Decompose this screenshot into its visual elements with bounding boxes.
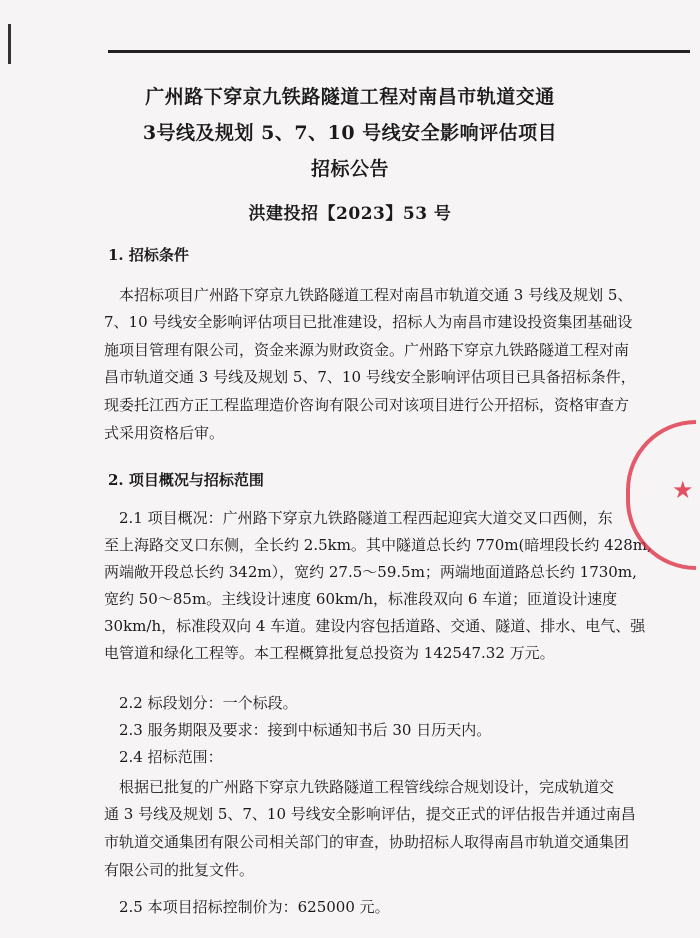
paragraph-line: 2.2 标段划分：一个标段。 [104, 694, 298, 712]
title-line-2: 3号线及规划 5、7、10 号线安全影响评估项目 [142, 122, 558, 144]
seal-star-icon: ★ [672, 476, 694, 504]
section1-heading: 1. 招标条件 [108, 246, 189, 264]
header-rule [108, 50, 690, 53]
title-line-1: 广州路下穿京九铁路隧道工程对南昌市轨道交通 [145, 86, 555, 108]
title-line-3: 招标公告 [310, 158, 389, 180]
paragraph-line: 根据已批复的广州路下穿京九铁路隧道工程管线综合规划设计，完成轨道交 [104, 778, 615, 796]
paragraph-line: 至上海路交叉口东侧，全长约 2.5km。其中隧道总长约 770m(暗埋段长约 428m, [104, 536, 652, 554]
paragraph-line: 2.4 招标范围： [104, 748, 223, 766]
doc-number: 洪建投招【2023】53 号 [248, 204, 452, 224]
paragraph-line: 市轨道交通集团有限公司相关部门的审查，协助招标人取得南昌市轨道交通集团 [104, 833, 630, 851]
paragraph-line: 本招标项目广州路下穿京九铁路隧道工程对南昌市轨道交通 3 号线及规划 5、 [104, 286, 633, 304]
paragraph-line: 现委托江西方正工程监理造价咨询有限公司对该项目进行公开招标，资格审查方 [104, 396, 630, 414]
paragraph-line: 2.3 服务期限及要求：接到中标通知书后 30 日历天内。 [104, 721, 492, 739]
paragraph-line: 两端敞开段总长约 342m），宽约 27.5～59.5m；两端地面道路总长约 1730m, [104, 563, 637, 581]
paragraph-line: 有限公司的批复文件。 [104, 861, 255, 879]
paragraph-line: 宽约 50～85m。主线设计速度 60km/h，标准段双向 6 车道；匝道设计速度 [104, 590, 618, 608]
paragraph-line: 通 3 号线及规划 5、7、10 号线安全影响评估，提交正式的评估报告并通过南昌 [104, 805, 636, 823]
paragraph-line: 施项目管理有限公司，资金来源为财政资金。广州路下穿京九铁路隧道工程对南 [104, 341, 630, 359]
paragraph-line: 2.1 项目概况：广州路下穿京九铁路隧道工程西起迎宾大道交叉口西侧，东 [104, 509, 613, 527]
paragraph-line: 2.5 本项目招标控制价为：625000 元。 [104, 898, 390, 916]
section2-heading: 2. 项目概况与招标范围 [108, 471, 264, 489]
paragraph-line: 电管道和绿化工程等。本工程概算批复总投资为 142547.32 万元。 [104, 644, 555, 662]
paragraph-line: 昌市轨道交通 3 号线及规划 5、7、10 号线安全影响评估项目已具备招标条件， [104, 368, 636, 386]
scan-edge-mark [8, 24, 11, 64]
paragraph-line: 30km/h，标准段双向 4 车道。建设内容包括道路、交通、隧道、排水、电气、强 [104, 617, 646, 635]
paragraph-line: 7、10 号线安全影响评估项目已批准建设，招标人为南昌市建设投资集团基础设 [104, 313, 633, 331]
paragraph-line: 式采用资格后审。 [104, 424, 225, 442]
